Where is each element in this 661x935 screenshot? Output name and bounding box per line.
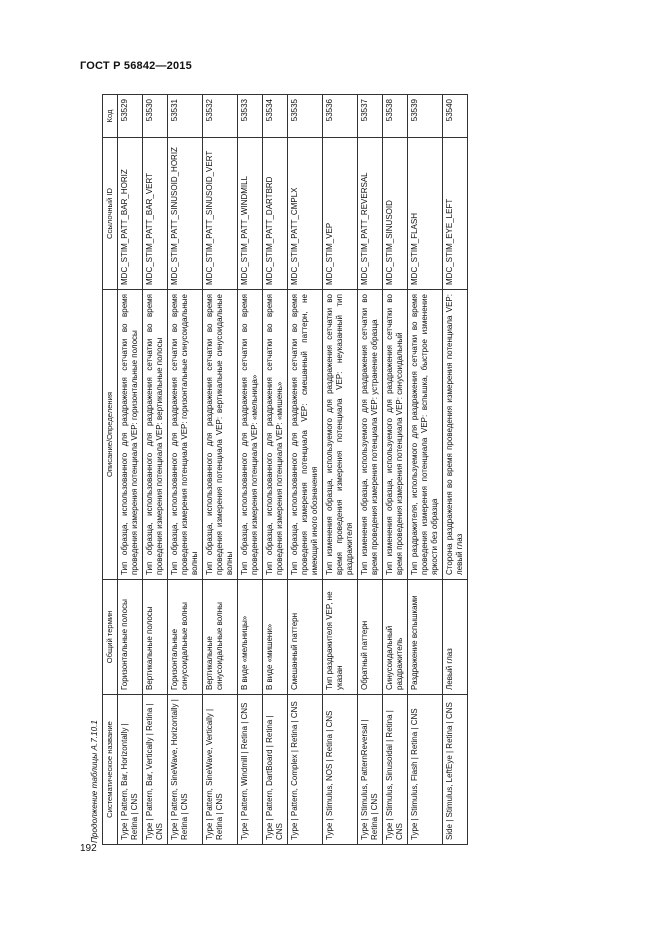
cell-code: 53530: [143, 95, 168, 138]
cell-code: 53535: [288, 95, 323, 138]
header-system-name: Систематическое название: [103, 695, 118, 845]
cell-reference-id: MDC_STIM_EYE_LEFT: [443, 138, 468, 290]
cell-code: 53536: [323, 95, 358, 138]
cell-description: Тип образца, использованного для раздражения сетчатки во время проведения измерения потенциала VEP: смешанный паттерн, не имеющий иного обозначения: [288, 290, 323, 580]
cell-common-term: Горизонтальные полосы: [118, 580, 143, 695]
cell-common-term: Синусоидальный раздражитель: [383, 580, 408, 695]
table-header-row: [103, 95, 118, 845]
table-body: [118, 95, 468, 845]
cell-description: Тип изменения образца, используемого для раздражения сетчатки во время проведения измерения потенциала VEP: синусоидальный: [383, 290, 408, 580]
cell-description: Сторона раздражения во время проведения измерения потенциала VEP: левый глаз: [443, 290, 468, 580]
cell-reference-id: MDC_STIM_PATT_CMPLX: [288, 138, 323, 290]
cell-system-name: Type | Pattern, SineWave, Horizontally | Retina | CNS: [168, 695, 203, 845]
cell-common-term: Тип раздражителя VEP, не указан: [323, 580, 358, 695]
cell-system-name: Type | Stimulus, Sinusoidal | Retina | CNS: [383, 695, 408, 845]
table-caption: Продолжение таблицы А.7.10.1: [90, 720, 99, 843]
cell-description: Тип изменения образца, используемого для раздражения сетчатки во время проведения измерения потенциала VEP: неуказанный тип раздражителя: [323, 290, 358, 580]
table-row: [358, 95, 383, 845]
cell-system-name: Type | Pattern, Windmill | Retina | CNS: [238, 695, 263, 845]
cell-system-name: Type | Pattern, Bar, Horizontally | Retina | CNS: [118, 695, 143, 845]
cell-reference-id: MDC_STIM_VEP: [323, 138, 358, 290]
cell-reference-id: MDC_STIM_PATT_BAR_HORIZ: [118, 138, 143, 290]
cell-code: 53534: [263, 95, 288, 138]
header-common-term: Общий термин: [103, 580, 118, 695]
cell-common-term: Раздражение вспышками: [408, 580, 443, 695]
cell-description: Тип образца, использованного для раздражения сетчатки во время проведения измерения потенциала VEP: горизонтальные синусоидальные волны: [168, 290, 203, 580]
cell-system-name: Type | Pattern, Bar, Vertically | Retina | CNS: [143, 695, 168, 845]
cell-common-term: В виде «мельницы»: [238, 580, 263, 695]
cell-reference-id: MDC_STIM_PATT_SINUSOID_VERT: [203, 138, 238, 290]
cell-code: 53539: [408, 95, 443, 138]
cell-common-term: Левый глаз: [443, 580, 468, 695]
cell-common-term: Горизонтальные синусоидальные волны: [168, 580, 203, 695]
cell-description: Тип раздражителя, используемого для раздражения сетчатки во время проведения измерения потенциала VEP: вспышка, быстрое изменение яркости без образца: [408, 290, 443, 580]
table-row: [443, 95, 468, 845]
cell-description: Тип образца, использованного для раздражения сетчатки во время проведения измерения потенциала VEP: «мишень»: [263, 290, 288, 580]
cell-description: Тип образца, использованного для раздражения сетчатки во время проведения измерения потенциала VEP: «мельница»: [238, 290, 263, 580]
cell-system-name: Side | Stimulus, LeftEye | Retina | CNS: [443, 695, 468, 845]
cell-common-term: Обратный паттерн: [358, 580, 383, 695]
table-row: [203, 95, 238, 845]
cell-common-term: В виде «мишени»: [263, 580, 288, 695]
cell-reference-id: MDC_STIM_SINUSOID: [383, 138, 408, 290]
cell-common-term: Смешанный паттерн: [288, 580, 323, 695]
header-reference-id: Ссылочный ID: [103, 138, 118, 290]
cell-reference-id: MDC_STIM_PATT_REVERSAL: [358, 138, 383, 290]
cell-code: 53533: [238, 95, 263, 138]
table-row: [238, 95, 263, 845]
cell-system-name: Type | Pattern, SineWave, Vertically | Retina | CNS: [203, 695, 238, 845]
rotated-table-block: [88, 95, 568, 845]
cell-code: 53529: [118, 95, 143, 138]
table-row: [408, 95, 443, 845]
cell-description: Тип изменения образца, используемого для раздражения сетчатки во время проведения измерения потенциала VEP: устранение образца: [358, 290, 383, 580]
table-row: [288, 95, 323, 845]
terms-table: [102, 94, 468, 845]
header-description: Описание/Определения: [103, 290, 118, 580]
cell-description: Тип образца, использованного для раздражения сетчатки во время проведения измерения потенциала VEP: вертикальные полосы: [143, 290, 168, 580]
cell-description: Тип образца, использованного для раздражения сетчатки во время проведения измерения потенциала VEP: вертикальные синусоидальные волны: [203, 290, 238, 580]
cell-reference-id: MDC_STIM_PATT_SINUSOID_HORIZ: [168, 138, 203, 290]
cell-code: 53537: [358, 95, 383, 138]
cell-reference-id: MDC_STIM_PATT_DARTBRD: [263, 138, 288, 290]
cell-description: Тип образца, использованного для раздражения сетчатки во время проведения измерения потенциала VEP: горизонтальные полосы: [118, 290, 143, 580]
table-row: [118, 95, 143, 845]
page-number: 192: [80, 843, 97, 854]
header-code: Код: [103, 95, 118, 138]
document-title: ГОСТ Р 56842—2015: [80, 60, 192, 72]
cell-code: 53532: [203, 95, 238, 138]
cell-common-term: Вертикальные синусоидальные волны: [203, 580, 238, 695]
table-row: [143, 95, 168, 845]
cell-reference-id: MDC_STIM_PATT_WINDMILL: [238, 138, 263, 290]
table-row: [168, 95, 203, 845]
cell-code: 53531: [168, 95, 203, 138]
cell-reference-id: MDC_STIM_PATT_BAR_VERT: [143, 138, 168, 290]
table-row: [323, 95, 358, 845]
table-row: [383, 95, 408, 845]
cell-system-name: Type | Stimulus, NOS | Retina | CNS: [323, 695, 358, 845]
cell-code: 53540: [443, 95, 468, 138]
table-row: [263, 95, 288, 845]
cell-system-name: Type | Stimulus, Flash | Retina | CNS: [408, 695, 443, 845]
cell-common-term: Вертикальные полосы: [143, 580, 168, 695]
cell-system-name: Type | Pattern, Complex | Retina | CNS: [288, 695, 323, 845]
cell-system-name: Type | Pattern, DartBoard | Retina | CNS: [263, 695, 288, 845]
cell-code: 53538: [383, 95, 408, 138]
cell-reference-id: MDC_STIM_FLASH: [408, 138, 443, 290]
cell-system-name: Type | Stimulus, PatternReversal | Retina | CNS: [358, 695, 383, 845]
